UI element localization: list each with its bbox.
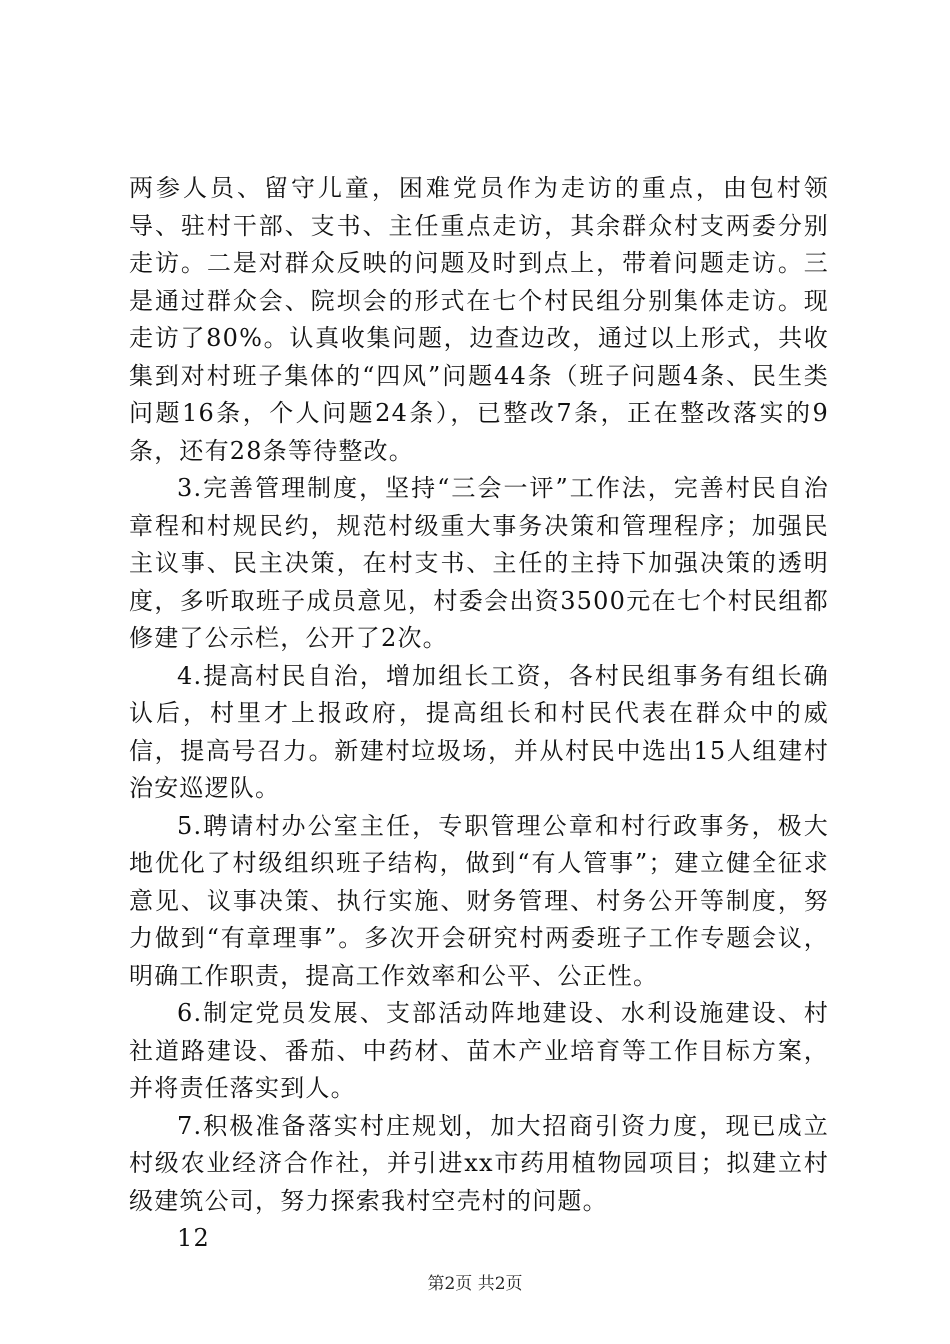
paragraph-item-3: 3.完善管理制度，坚持“三会一评”工作法，完善村民自治章程和村规民约，规范村级重大事务决策和管理程序；加强民主议事、民主决策，在村支书、主任的主持下加强决策的透明度，多听取班子成员意见，村委会出资3500元在七个村民组都修建了公示栏，公开了2次。 xyxy=(129,474,829,652)
document-body xyxy=(129,170,829,1258)
page-footer: 第2页 共2页 xyxy=(427,1274,523,1294)
paragraph-number: 12 xyxy=(177,1224,210,1252)
paragraph-item-6: 6.制定党员发展、支部活动阵地建设、水利设施建设、村社道路建设、番茄、中药材、苗木产业培育等工作目标方案，并将责任落实到人。 xyxy=(129,999,829,1102)
paragraph-item-7: 7.积极准备落实村庄规划，加大招商引资力度，现已成立村级农业经济合作社，并引进xx市药用植物园项目；拟建立村级建筑公司，努力探索我村空壳村的问题。 xyxy=(129,1111,829,1215)
paragraph-visit-summary: 两参人员、留守儿童，困难党员作为走访的重点，由包村领导、驻村干部、支书、主任重点走访，其余群众村支两委分别走访。二是对群众反映的问题及时到点上，带着问题走访。三是通过群众会、院坝会的形式在七个村民组分别集体走访。现走访了80%。认真收集问题，边查边改，通过以上形式，共收集到对村班子集体的“四风”问题44条（班子问题4条、民生类问题16条，个人问题24条），已整改7条，正在整改落实的9条，还有28条等待整改。 xyxy=(129,174,829,465)
paragraph-item-4: 4.提高村民自治，增加组长工资，各村民组事务有组长确认后，村里才上报政府，提高组长和村民代表在群众中的威信，提高号召力。新建村垃圾场，并从村民中选出15人组建村治安巡逻队。 xyxy=(129,661,829,802)
paragraph-item-5: 5.聘请村办公室主任，专职管理公章和村行政事务，极大地优化了村级组织班子结构，做到“有人管事”；建立健全征求意见、议事决策、执行实施、财务管理、村务公开等制度，努力做到“有章理事”。多次开会研究村两委班子工作专题会议，明确工作职责，提高工作效率和公平、公正性。 xyxy=(129,811,829,990)
